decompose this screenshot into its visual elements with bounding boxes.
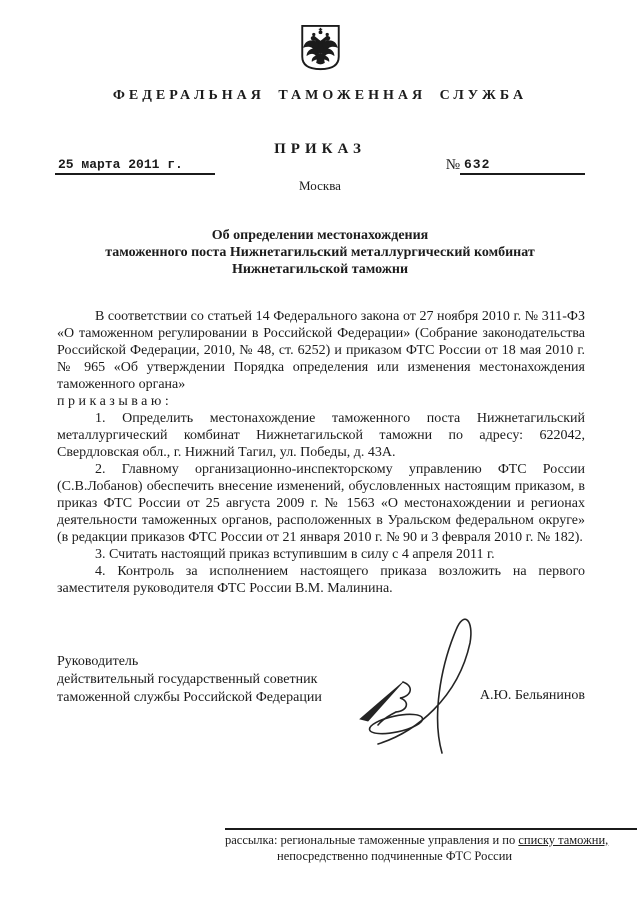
distribution-note (225, 828, 637, 864)
doc-title-line: Об определении местонахождения (211, 228, 429, 243)
order-item-2: 2. Главному организационно-инспекторскому управлению ФТС России (С.В.Лобанов) обеспечить внесение изменений, обусловленных настоящим приказом, в приказ ФТС России от 25 августа 2009 г. № 1563 «О местонахождении и регионах деятельности таможенных органов, расположенных в Уральском федеральном округе» (в редакции приказов ФТС России от 21 января 2010 г. № 90 и 3 февраля 2010 г. № 182). (57, 462, 585, 545)
number-field (446, 157, 585, 175)
order-item-1: 1. Определить местонахождение таможенного поста Нижнетагильский металлургический комбинат Нижнетагильской таможни по адресу: 622042, Свердловская обл., г. Нижний Тагил, ул. Победы, д. 43А. (57, 411, 585, 460)
doc-title-line: таможенного поста Нижнетагильский металлургический комбинат (105, 245, 535, 260)
order-item-3: 3. Считать настоящий приказ вступившим в силу с 4 апреля 2011 г. (95, 547, 495, 562)
doc-title (0, 227, 640, 278)
number-sign: № (445, 157, 460, 173)
distribution-underlined: списку таможни, (518, 833, 609, 847)
order-item-4: 4. Контроль за исполнением настоящего приказа возложить на первого заместителя руководителя ФТС России В.М. Малинина. (57, 564, 585, 596)
preamble-paragraph: В соответствии со статьей 14 Федерального закона от 27 ноября 2010 г. № 311-ФЗ «О таможенном регулировании в Российской Федерации» (Собрание законодательства Российской Федерации, 2010, № 48, ст. 6252) и приказом ФТС России от 18 мая 2010 г. № 965 «Об утверждении Порядка определения или изменения местонахождения таможенного органа» (57, 309, 585, 392)
distribution-line-2: непосредственно подчиненные ФТС России (277, 849, 513, 863)
order-body (57, 308, 585, 597)
signatory-position (57, 653, 322, 707)
signatory-name: А.Ю. Бельянинов (479, 688, 585, 703)
city-label: Москва (299, 178, 341, 193)
doc-title-line: Нижнетагильской таможни (231, 262, 409, 277)
number-value: 632 (460, 157, 585, 175)
coat-of-arms-icon (299, 24, 342, 77)
signatory-position-line: Руководитель (57, 654, 139, 669)
doc-type-heading: ПРИКАЗ (274, 141, 366, 157)
footer-rule (225, 828, 637, 830)
distribution-prefix: рассылка: региональные таможенные управления и по (225, 833, 519, 847)
decree-word: приказываю: (57, 394, 173, 409)
org-name: ФЕДЕРАЛЬНАЯ ТАМОЖЕННАЯ СЛУЖБА (112, 88, 528, 103)
signatory-position-line: действительный государственный советник (57, 672, 318, 687)
signature-block (57, 653, 585, 707)
date-field: 25 марта 2011 г. (55, 157, 215, 175)
distribution-line-1 (225, 833, 637, 848)
date-number-row (0, 157, 640, 175)
signatory-position-line: таможенной службы Российской Федерации (57, 690, 322, 705)
